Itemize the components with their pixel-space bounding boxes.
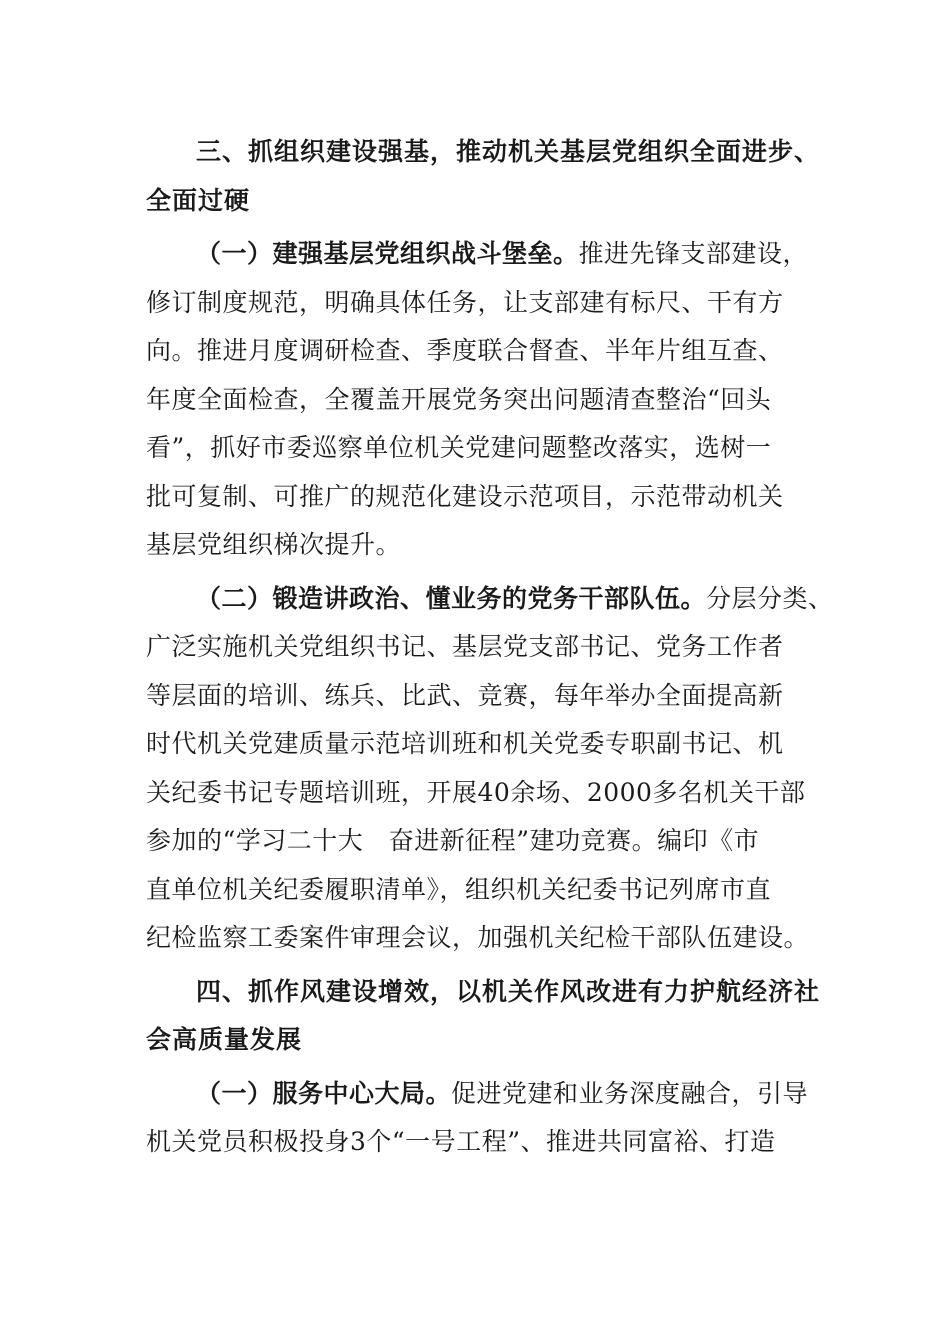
heading-line: 四、抓作风建设增效，以机关作风改进有力护航经济社 xyxy=(196,976,821,1006)
section-4-heading xyxy=(146,968,821,1065)
document-page xyxy=(146,128,834,1172)
item-title: （一）建强基层党组织战斗堡垒。 xyxy=(196,239,579,268)
paragraph-line: 直单位机关纪委履职清单》，组织机关纪委书记列席市直 xyxy=(146,874,772,904)
heading-line: 全面过硬 xyxy=(146,185,251,215)
paragraph-line: 机关党员积极投身3个“一号工程”、推进共同富裕、打造 xyxy=(146,1127,776,1156)
section-3-heading xyxy=(146,128,821,225)
paragraph-line: 看”，抓好市委巡察单位机关党建问题整改落实，选树一 xyxy=(146,433,772,462)
paragraph-line: 修订制度规范，明确具体任务，让支部建有标尺、干有方 xyxy=(146,287,784,317)
section-3-item-2 xyxy=(146,575,834,963)
heading-line: 三、抓组织建设强基，推动机关基层党组织全面进步、 xyxy=(196,137,821,166)
paragraph-line: 年度全面检查，全覆盖开展党务突出问题清查整治“回头 xyxy=(146,384,772,414)
paragraph-line: 等层面的培训、练兵、比武、竞赛，每年举办全面提高新 xyxy=(146,680,784,710)
item-title: （二）锻造讲政治、懂业务的党务干部队伍。 xyxy=(196,583,707,613)
paragraph-line: 批可复制、可推广的规范化建设示范项目，示范带动机关 xyxy=(146,481,784,511)
paragraph-line: 关纪委书记专题培训班，开展40余场、2000多名机关干部 xyxy=(146,777,806,807)
section-3-item-1 xyxy=(146,230,816,570)
paragraph-line: 参加的“学习二十大 奋进新征程”建功竞赛。编印《市 xyxy=(146,826,760,855)
paragraph-line: 纪检监察工委案件审理会议，加强机关纪检干部队伍建设。 xyxy=(146,923,810,952)
paragraph-line xyxy=(146,230,816,279)
paragraph-line: 基层党组织梯次提升。 xyxy=(146,530,402,559)
item-text: 促进党建和业务深度融合，引导 xyxy=(451,1078,809,1108)
item-title: （一）服务中心大局。 xyxy=(196,1078,452,1108)
section-4-item-1 xyxy=(146,1070,816,1167)
heading-line: 会高质量发展 xyxy=(146,1025,303,1054)
paragraph-line: 向。推进月度调研检查、季度联合督查、半年片组互查、 xyxy=(146,336,784,365)
item-text: 推进先锋支部建设， xyxy=(578,239,809,268)
paragraph-line: 时代机关党建质量示范培训班和机关党委专职副书记、机 xyxy=(146,729,784,758)
paragraph-line xyxy=(146,575,834,624)
item-text: 分层分类、 xyxy=(706,583,834,613)
paragraph-line: 广泛实施机关党组织书记、基层党支部书记、党务工作者 xyxy=(146,632,784,661)
paragraph-line xyxy=(146,1070,816,1119)
